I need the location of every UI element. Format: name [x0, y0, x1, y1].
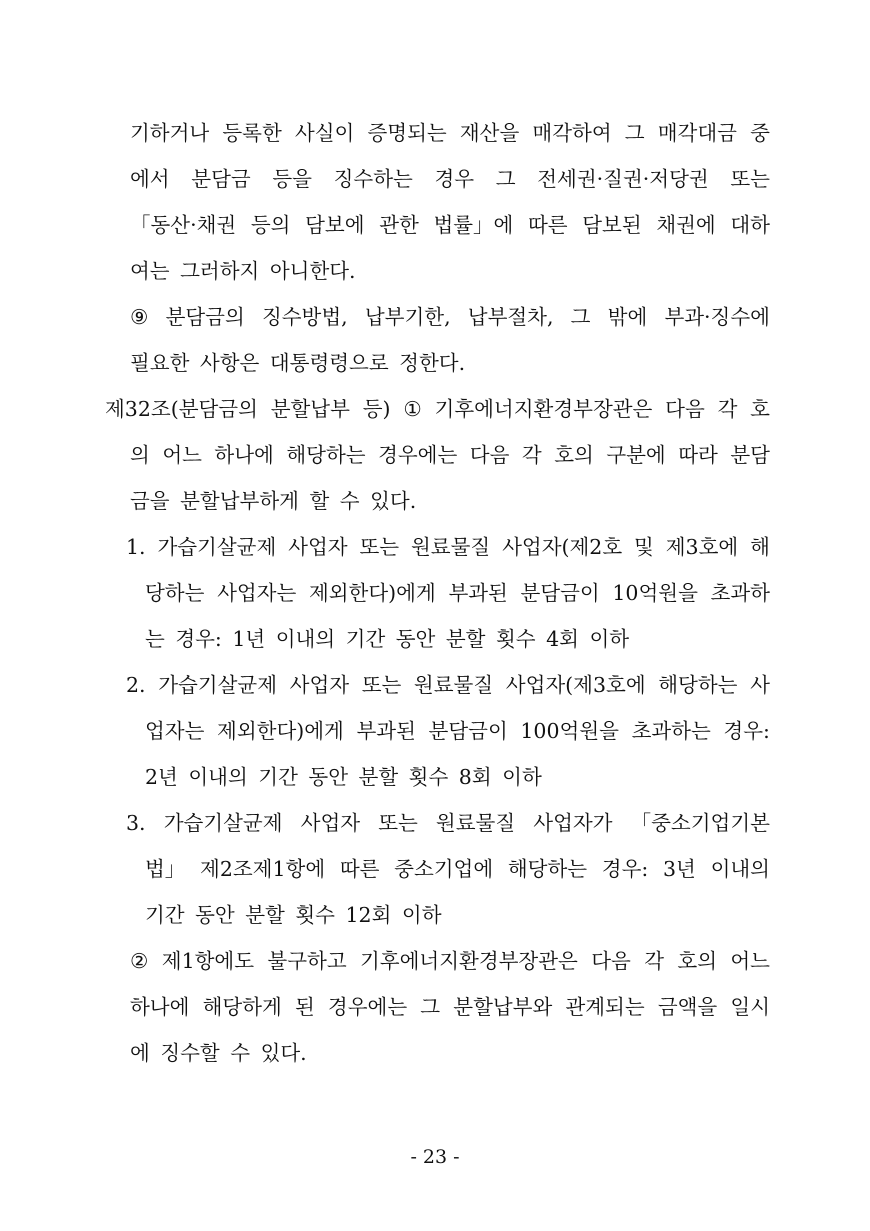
word: 하나에: [130, 995, 190, 1019]
list-item-line: 기간 동안 분할 횟수 12회 이하: [145, 903, 442, 927]
word: 등의: [250, 213, 291, 237]
word: 분할납부: [270, 397, 350, 421]
word: 법률」에: [433, 213, 514, 237]
text-line: [130, 300, 770, 334]
word: 등): [362, 397, 391, 421]
word: 사업자(제2호: [502, 535, 623, 559]
word: 징수하는: [333, 167, 413, 191]
word: 대하: [730, 213, 770, 237]
word: 불구하고: [267, 949, 347, 973]
word: 1.: [126, 535, 146, 559]
word: 「중소기업기본: [630, 811, 770, 835]
word: 그: [495, 167, 516, 191]
word: 해당하는: [658, 673, 738, 697]
word: 분담: [730, 443, 770, 467]
word: 또는: [361, 673, 402, 697]
word: 어느: [162, 443, 202, 467]
word: 다음: [665, 397, 705, 421]
word: 또는: [378, 811, 418, 835]
text-line: 금을 분할납부하게 할 수 있다.: [130, 489, 417, 513]
word: 3.: [126, 811, 146, 835]
list-item-line: [145, 576, 770, 610]
word: 또는: [359, 535, 400, 559]
word: 다음: [469, 443, 510, 467]
word: 해당하는: [286, 443, 366, 467]
word: 경우:: [601, 857, 649, 881]
word: 분담금의: [165, 305, 245, 329]
word: 매각대금: [657, 121, 737, 145]
word: 초과하는: [631, 719, 711, 743]
word: 해당하게: [202, 995, 282, 1019]
word: 사실이: [294, 121, 355, 145]
word: 납부기한,: [364, 305, 451, 329]
text-line: [130, 116, 770, 150]
word: 등록한: [222, 121, 282, 145]
word: 따라: [678, 443, 718, 467]
list-item-line: 2년 이내의 기간 동안 분할 횟수 8회 이하: [145, 765, 542, 789]
word: 사업자는: [217, 581, 297, 605]
word: 사: [750, 673, 770, 697]
word: 원료물질: [410, 535, 491, 559]
word: 관계되는: [565, 995, 645, 1019]
word: 해: [750, 535, 770, 559]
word: 제3호에: [665, 535, 739, 559]
list-item-line: [126, 806, 770, 840]
word: 사업자(제3호에: [505, 673, 646, 697]
word: 구분에: [606, 443, 666, 467]
article-heading-line: [105, 392, 770, 426]
word: 100억원을: [520, 719, 619, 743]
word: 중: [750, 121, 770, 145]
list-item-line: [145, 714, 770, 748]
word: ①: [403, 397, 422, 421]
word: 중소기업에: [394, 857, 494, 881]
list-item-line: [126, 530, 770, 564]
word: 분할납부와: [453, 995, 553, 1019]
word: 가습기살균제: [163, 811, 283, 835]
word: 부과된: [356, 719, 416, 743]
word: 채권에: [656, 213, 716, 237]
word: 해당하는: [507, 857, 588, 881]
word: 원료물질: [435, 811, 516, 835]
word: 된: [294, 995, 315, 1019]
list-item-line: 는 경우: 1년 이내의 기간 동안 분할 횟수 4회 이하: [145, 627, 630, 651]
word: 당하는: [145, 581, 205, 605]
word: 원료물질: [413, 673, 494, 697]
word: 업자는: [145, 719, 205, 743]
word: ②: [130, 949, 149, 973]
word: 매각하여: [532, 121, 612, 145]
word: 또는: [730, 167, 770, 191]
word: 「동산·채권: [130, 213, 237, 237]
text-line: [130, 438, 770, 472]
word: 따른: [528, 213, 568, 237]
word: 전세권·질권·저당권: [537, 167, 709, 191]
word: 분담금이: [428, 719, 508, 743]
word: 재산을: [459, 121, 520, 145]
word: 제32조(분담금의: [105, 397, 258, 421]
text-line: [130, 944, 770, 978]
word: 분담금: [191, 167, 251, 191]
word: 경우: [434, 167, 475, 191]
word: 에서: [130, 167, 170, 191]
list-item-line: [126, 668, 770, 702]
word: 경우에는: [378, 443, 458, 467]
word: 관한: [379, 213, 419, 237]
word: 사업자: [289, 673, 350, 697]
word: 부과된: [448, 581, 508, 605]
word: 제외한다)에게: [217, 719, 344, 743]
word: 가습기살균제: [158, 673, 278, 697]
word: 분담금이: [520, 581, 600, 605]
word: 납부절차,: [467, 305, 554, 329]
word: 기하거나: [130, 121, 210, 145]
text-line: [130, 162, 770, 196]
list-item-line: [145, 852, 770, 886]
word: 각: [644, 949, 665, 973]
word: 등을: [272, 167, 312, 191]
word: 경우에는: [327, 995, 408, 1019]
word: 하나에: [214, 443, 274, 467]
word: 기후에너지환경부장관은: [434, 397, 653, 421]
text-line: 여는 그러하지 아니한다.: [130, 259, 356, 283]
word: 증명되는: [367, 121, 447, 145]
word: 제외한다)에게: [308, 581, 436, 605]
word: 각: [717, 397, 738, 421]
word: 담보된: [582, 213, 642, 237]
word: 이내의: [710, 857, 770, 881]
word: 다음: [591, 949, 631, 973]
word: 호: [750, 397, 770, 421]
word: 경우:: [723, 719, 770, 743]
word: 초과하: [710, 581, 770, 605]
word: 사업자: [288, 535, 348, 559]
word: 금액을: [657, 995, 718, 1019]
word: 의: [130, 443, 150, 467]
word: 어느: [730, 949, 770, 973]
word: 제1항에도: [161, 949, 255, 973]
text-line: [130, 208, 770, 242]
text-line: 에 징수할 수 있다.: [130, 1041, 307, 1065]
word: 그: [570, 305, 591, 329]
word: 징수방법,: [261, 305, 348, 329]
word: 법」: [145, 857, 186, 881]
word: 3년: [663, 857, 696, 881]
word: 따른: [339, 857, 380, 881]
text-line: 필요한 사항은 대통령령으로 정한다.: [130, 351, 466, 375]
word: 사업자: [300, 811, 361, 835]
word: 호의: [554, 443, 594, 467]
word: ⑨: [130, 305, 149, 329]
word: 및: [634, 535, 654, 559]
word: 그: [624, 121, 645, 145]
word: 밖에: [607, 305, 648, 329]
word: 제2조제1항에: [200, 857, 326, 881]
word: 일시: [730, 995, 770, 1019]
text-line: [130, 990, 770, 1024]
word: 기후에너지환경부장관은: [360, 949, 578, 973]
word: 부과·징수에: [664, 305, 770, 329]
word: 가습기살균제: [157, 535, 277, 559]
word: 그: [420, 995, 441, 1019]
word: 2.: [126, 673, 146, 697]
page-number: - 23 -: [410, 1146, 460, 1168]
word: 각: [521, 443, 542, 467]
word: 10억원을: [612, 581, 698, 605]
word: 사업자가: [533, 811, 613, 835]
word: 호의: [677, 949, 717, 973]
word: 담보에: [305, 213, 365, 237]
